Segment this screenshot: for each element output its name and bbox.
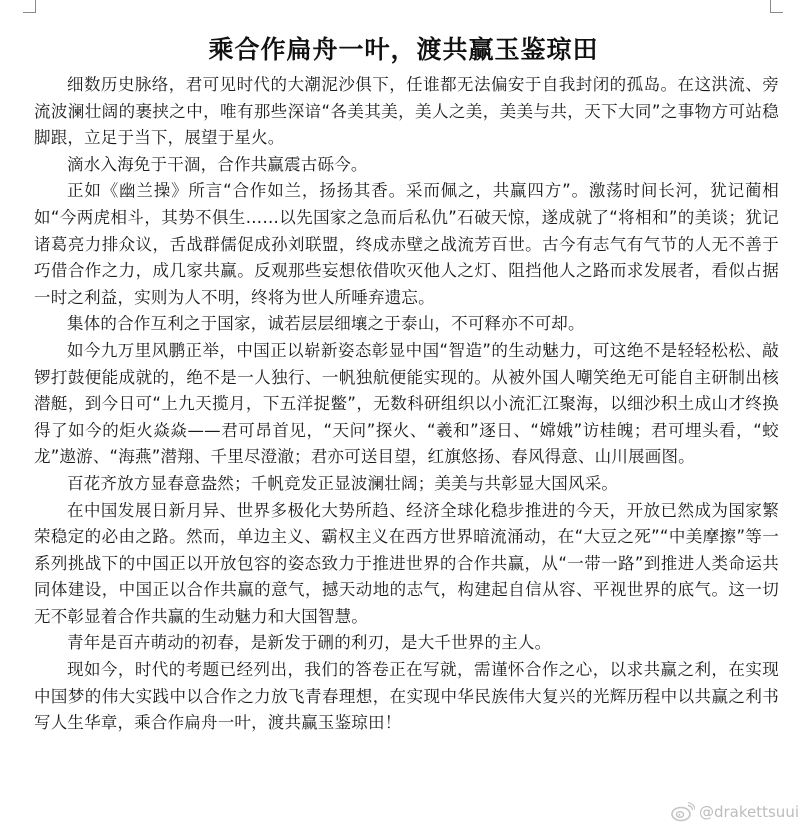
crop-mark-top-left xyxy=(23,0,36,13)
paragraph: 正如《幽兰操》所言“合作如兰，扬扬其香。采而佩之，共赢四方”。激荡时间长河，犹记蔺相如“今两虎相斗，其势不俱生……以先国家之急而后私仇”石破天惊，遂成就了“将相和”的美谈；犹记诸葛亮力排众议，舌战群儒促成孙刘联盟，终成赤壁之战流芳百世。古今有志气有气节的人无不善于巧借合作之力，成几家共赢。反观那些妄想依借吹灭他人之灯、阻挡他人之路而求发展者，看似占据一时之利益，实则为人不明，终将为世人所唾弃遗忘。 xyxy=(34,181,779,307)
weibo-watermark xyxy=(671,802,799,822)
essay-body xyxy=(34,72,779,737)
paragraph: 百花齐放方显春意盎然；千帆竞发正显波澜壮阔；美美与共彰显大国风采。 xyxy=(67,473,619,493)
weibo-icon xyxy=(671,802,695,822)
paragraph: 青年是百卉萌动的初春，是新发于硎的利刃，是大千世界的主人。 xyxy=(67,633,552,653)
paragraph: 滴水入海免于干涸，合作共赢震古砾今。 xyxy=(67,154,368,174)
paragraph: 在中国发展日新月异、世界多极化大势所趋、经济全球化稳步推进的今天，开放已然成为国家繁荣稳定的必由之路。然而，单边主义、霸权主义在西方世界暗流涌动，在“大豆之死”“中美摩擦”等一系列挑战下的中国正以开放包容的姿态致力于推进世界的合作共赢，从“一带一路”到推进人类命运共同体建设，中国正以合作共赢的意气，撼天动地的志气，构建起自信从容、平视世界的底气。这一切无不彰显着合作共赢的生动魅力和大国智慧。 xyxy=(34,500,779,626)
crop-mark-top-right xyxy=(770,0,783,13)
paragraph: 如今九万里风鹏正举，中国正以崭新姿态彰显中国“智造”的生动魅力，可这绝不是轻轻松松、敲锣打鼓便能成就的，绝不是一人独行、一帆独航便能实现的。从被外国人嘲笑绝无可能自主研制出核潜艇，到今日可“上九天揽月，下五洋捉鳖”，无数科研组织以小流汇江聚海，以细沙积土成山才终换得了如今的炬火焱焱——君可昂首见，“天问”探火、“羲和”逐日、“嫦娥”访桂魄；君可埋头看，“蛟龙”遨游、“海燕”潜翔、千里尽澄澈；君亦可送目望，红旗悠扬、春风得意、山川展画图。 xyxy=(34,340,779,467)
essay-title: 乘合作扁舟一叶，渡共赢玉鉴琼田 xyxy=(208,35,599,64)
paragraph: 集体的合作互利之于国家，诚若层层细壤之于泰山，不可释亦不可却。 xyxy=(67,314,585,334)
watermark-handle: @drakettsuui xyxy=(698,803,799,821)
paragraph: 细数历史脉络，君可见时代的大潮泥沙俱下，任谁都无法偏安于自我封闭的孤岛。在这洪流、旁流波澜壮阔的裹挟之中，唯有那些深谙“各美其美，美人之美，美美与共，天下大同”之事物方可站稳脚跟，立足于当下，展望于星火。 xyxy=(34,75,779,148)
paragraph: 现如今，时代的考题已经列出，我们的答卷正在写就，需谨怀合作之心，以求共赢之利，在实现中国梦的伟大实践中以合作之力放飞青春理想，在实现中华民族伟大复兴的光辉历程中以共赢之利书写人生华章，乘合作扁舟一叶，渡共赢玉鉴琼田！ xyxy=(34,660,779,733)
